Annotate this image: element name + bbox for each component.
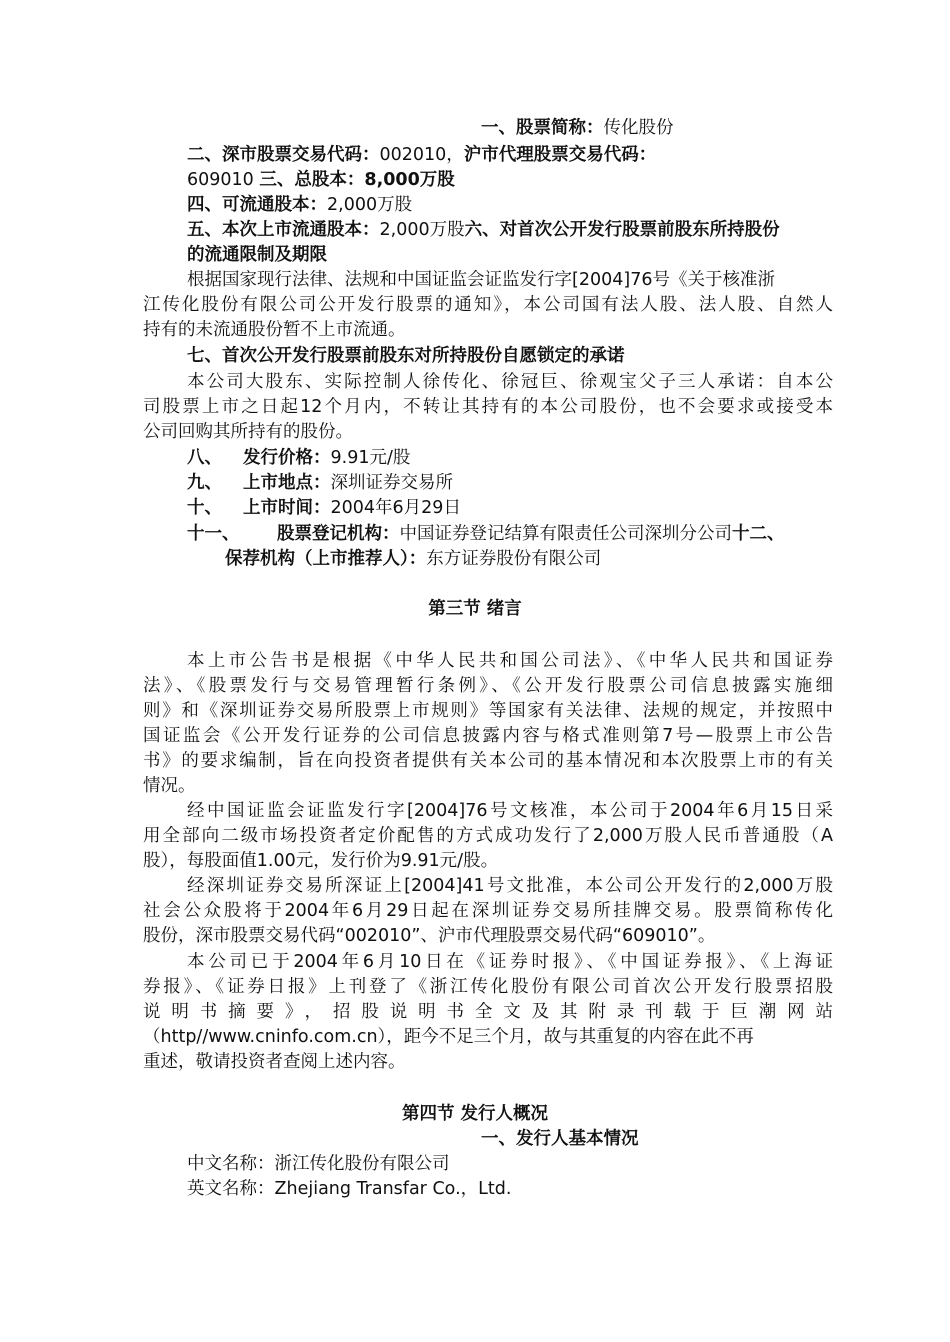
item-restriction-text-2: 江传化股份有限公司公开发行股票的通知》，本公司国有法人股、法人股、自然人: [143, 295, 833, 315]
item-tradable-shares: 四、可流通股本：2,000万股: [187, 195, 413, 215]
section3-title: 第三节 绪言: [428, 599, 522, 619]
section3-p3-l1: 经深圳证券交易所深证上[2004]41号文批准，本公司公开发行的2,000万股: [187, 876, 833, 896]
item-lockup-heading: 七、首次公开发行股票前股东对所持股份自愿锁定的承诺: [187, 346, 625, 366]
section3-p2-l1: 经中国证监会证监发行字[2004]76号文核准，本公司于2004年6月15日采: [187, 801, 833, 821]
section3-p1-l3: 则》和《深圳证券交易所股票上市规则》等国家有关法律、法规的规定，并按照中: [143, 701, 833, 721]
section3-p1-l2: 法》、《股票发行与交易管理暂行条例》、《公开发行股票公司信息披露实施细: [143, 676, 833, 696]
item-lockup-text-2: 司股票上市之日起12个月内，不转让其持有的本公司股份，也不会要求或接受本: [143, 397, 833, 417]
section3-p1-l1: 本上市公告书是根据《中华人民共和国公司法》、《中华人民共和国证券: [187, 651, 833, 671]
item-listing-place: 九、 上市地点：深圳证券交易所: [187, 473, 453, 493]
section3-p4-l2: 券报》、《证券日报》上刊登了《浙江传化股份有限公司首次公开发行股票招股: [143, 977, 833, 997]
item-issue-price: 八、 发行价格：9.91元/股: [187, 448, 411, 468]
item-lockup-text-1: 本公司大股东、实际控制人徐传化、徐冠巨、徐观宝父子三人承诺：自本公: [187, 372, 833, 392]
section3-p4-l4: （http//www.cninfo.com.cn），距今不足三个月，故与其重复的内容在此不再: [143, 1027, 754, 1047]
item-listed-shares: 五、本次上市流通股本：2,000万股六、对首次公开发行股票前股东所持股份: [187, 220, 780, 240]
item-restriction-heading: 的流通限制及期限: [187, 245, 327, 265]
section3-p1-l6: 情况。: [143, 776, 196, 796]
section3-p2-l3: 股），每股面值1.00元，发行价为9.91元/股。: [143, 851, 499, 871]
section3-p4-l5: 重述，敬请投资者查阅上述内容。: [143, 1052, 406, 1072]
section3-p4-l1: 本公司已于2004年6月10日在《证券时报》、《中国证券报》、《上海证: [187, 952, 833, 972]
section3-p4-l3: 说明书摘要》，招股说明书全文及其附录刊载于巨潮网站: [143, 1002, 833, 1022]
item-restriction-text-3: 持有的未流通股份暂不上市流通。: [143, 320, 406, 340]
section3-p2-l2: 用全部向二级市场投资者定价配售的方式成功发行了2,000万股人民币普通股（A: [143, 826, 833, 846]
item-lockup-text-3: 公司回购其所持有的股份。: [143, 422, 353, 442]
section3-p3-l3: 股份，深市股票交易代码“002010”、沪市代理股票交易代码“609010”。: [143, 926, 716, 946]
item-stock-code: 二、深市股票交易代码：002010，沪市代理股票交易代码：: [187, 145, 657, 165]
item-restriction-text-1: 根据国家现行法律、法规和中国证监会证监发行字[2004]76号《关于核准浙: [187, 270, 775, 290]
section4-cn-name: 中文名称：浙江传化股份有限公司: [187, 1154, 450, 1174]
section4-subtitle: 一、发行人基本情况: [481, 1129, 639, 1149]
section3-p3-l2: 社会公众股将于2004年6月29日起在深圳证券交易所挂牌交易。股票简称传化: [143, 901, 833, 921]
item-total-shares: 609010 三、总股本：8,000万股: [187, 170, 455, 190]
item-listing-date: 十、 上市时间：2004年6月29日: [187, 498, 461, 518]
section4-title: 第四节 发行人概况: [401, 1104, 549, 1124]
item-stock-name: 一、股票简称：传化股份: [481, 118, 674, 138]
item-sponsor: 保荐机构（上市推荐人）：东方证券股份有限公司: [225, 549, 602, 569]
section3-p1-l4: 国证监会《公开发行证券的公司信息披露内容与格式准则第7号—股票上市公告: [143, 726, 833, 746]
section3-p1-l5: 书》的要求编制，旨在向投资者提供有关本公司的基本情况和本次股票上市的有关: [143, 751, 833, 771]
item-registrar: 十一、 股票登记机构：中国证券登记结算有限责任公司深圳分公司十二、: [187, 524, 785, 544]
section4-en-name: 英文名称：Zhejiang Transfar Co.，Ltd.: [187, 1179, 512, 1199]
